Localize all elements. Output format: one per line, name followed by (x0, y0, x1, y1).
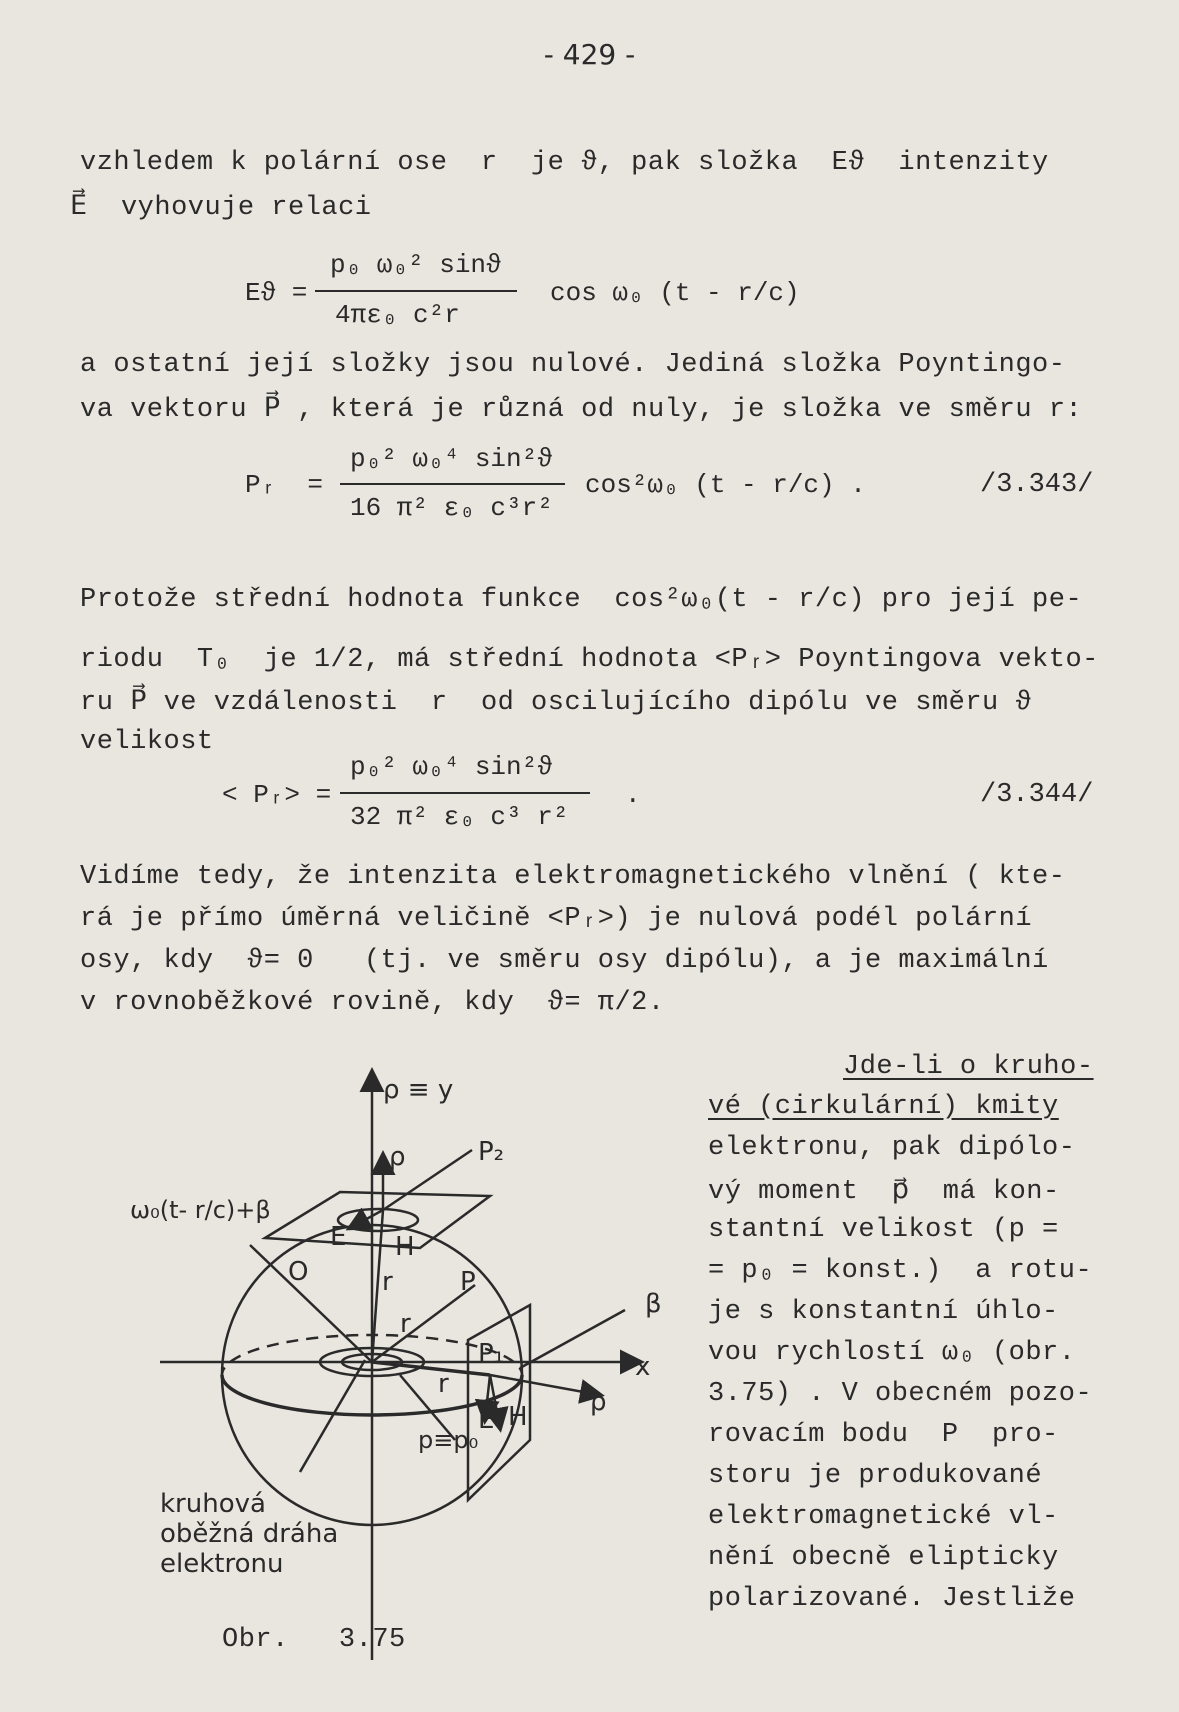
text-line: 3.75) . V obecném pozo- (708, 1379, 1093, 1409)
figure-caption: Obr. 3.75 (222, 1625, 406, 1655)
text-line: rovacím bodu P pro- (708, 1420, 1059, 1450)
fig-label-rho-right: ρ (590, 1387, 607, 1417)
fig-label-dipole: p≡p₀ (418, 1426, 479, 1454)
text-line: stantní velikost (p = (708, 1215, 1059, 1245)
fig-label-beta: β (645, 1289, 662, 1319)
text-line: vzhledem k polární ose r je ϑ, pak složka Eϑ intenzity (80, 148, 1049, 178)
text-line: vý moment p⃗ má kon- (708, 1177, 1060, 1207)
tangent-plane-top (265, 1192, 490, 1248)
fig-label-h-side: H (508, 1402, 528, 1432)
text-line: riodu T₀ je 1/2, má střední hodnota <Pᵣ> Poyntingova vekto- (80, 645, 1099, 675)
eq-denominator: 4πε₀ c²r (335, 300, 460, 330)
fig-label-e-top: E (330, 1222, 347, 1252)
text-line: Jde-li o kruho- (843, 1052, 1094, 1082)
fig-label-orbit: elektronu (160, 1549, 284, 1579)
fig-label-r: r (438, 1369, 449, 1399)
fig-label-h-top: H (395, 1232, 415, 1262)
text-line: vou rychlostí ω₀ (obr. (708, 1338, 1076, 1368)
text-line: v rovnoběžkové rovině, kdy ϑ= π/2. (80, 988, 665, 1018)
fig-label-e-side: E (478, 1405, 495, 1435)
text-line: polarizované. Jestliže (708, 1584, 1076, 1614)
text-line: va vektoru P⃗ , která je různá od nuly, je složka ve směru r: (80, 395, 1083, 425)
eq-rhs: . (625, 780, 641, 810)
eq-numerator: p₀² ω₀⁴ sin²ϑ (350, 444, 553, 474)
fig-label-orbit: kruhová (160, 1489, 266, 1519)
eq-lhs: < Pᵣ> = (222, 780, 332, 810)
text-line: Vidíme tedy, že intenzita elektromagnetického vlnění ( kte- (80, 862, 1066, 892)
fig-label-rho-top: ρ (389, 1142, 406, 1172)
fig-label-p1: P₁ (478, 1339, 505, 1369)
text-line: ru P⃗ ve vzdálenosti r od oscilujícího dipólu ve směru ϑ (80, 688, 1033, 718)
eq-rhs: cos ω₀ (t - r/c) (550, 278, 800, 308)
text-line: E⃗ vyhovuje relaci (70, 193, 372, 223)
text-line: storu je produkované (708, 1461, 1043, 1491)
text-line: osy, kdy ϑ= 0 (tj. ve směru osy dipólu), a je maximální (80, 946, 1049, 976)
text-line: elektromagnetické vl- (708, 1502, 1059, 1532)
eq-denominator: 16 π² ε₀ c³r² (350, 493, 553, 523)
text-line: je s konstantní úhlo- (708, 1297, 1059, 1327)
text-line: Protože střední hodnota funkce cos²ω₀(t - r/c) pro její pe- (80, 585, 1083, 615)
eq-lhs: Pᵣ = (245, 470, 324, 500)
eq-lhs: Eϑ = (245, 278, 308, 308)
text-line: velikost (80, 727, 214, 757)
fig-label-o: O (288, 1257, 309, 1287)
equation-number: /3.343/ (980, 470, 1094, 500)
fig-label-p2: P₂ (478, 1137, 505, 1167)
fig-label-r: r (400, 1309, 411, 1339)
fig-label-p: P (460, 1267, 476, 1297)
equation-number: /3.344/ (980, 780, 1094, 810)
eq-numerator: p₀² ω₀⁴ sin²ϑ (350, 752, 553, 782)
text-line: a ostatní její složky jsou nulové. Jediná složka Poyntingo- (80, 350, 1066, 380)
fig-label-r: r (382, 1267, 393, 1297)
eq-denominator: 32 π² ε₀ c³ r² (350, 802, 569, 832)
text-line: rá je přímo úměrná veličině <Pᵣ>) je nulová podél polární (80, 904, 1033, 934)
text-line: = p₀ = konst.) a rotu- (708, 1256, 1093, 1286)
eq-rhs: cos²ω₀ (t - r/c) . (585, 470, 866, 500)
fig-label-axis-x: x (635, 1352, 651, 1382)
fig-label-axis-y: ρ ≡ y (383, 1075, 454, 1105)
text-line: elektronu, pak dipólo- (708, 1133, 1076, 1163)
page-number: - 429 - (543, 38, 636, 71)
fig-label-orbit: oběžná dráha (160, 1519, 339, 1549)
fig-label-phase: ω₀(t- r/c)+β (130, 1196, 271, 1224)
eq-numerator: p₀ ω₀² sinϑ (330, 250, 502, 280)
text-line: nění obecně elipticky (708, 1543, 1059, 1573)
text-line: vé (cirkulární) kmity (708, 1092, 1059, 1122)
